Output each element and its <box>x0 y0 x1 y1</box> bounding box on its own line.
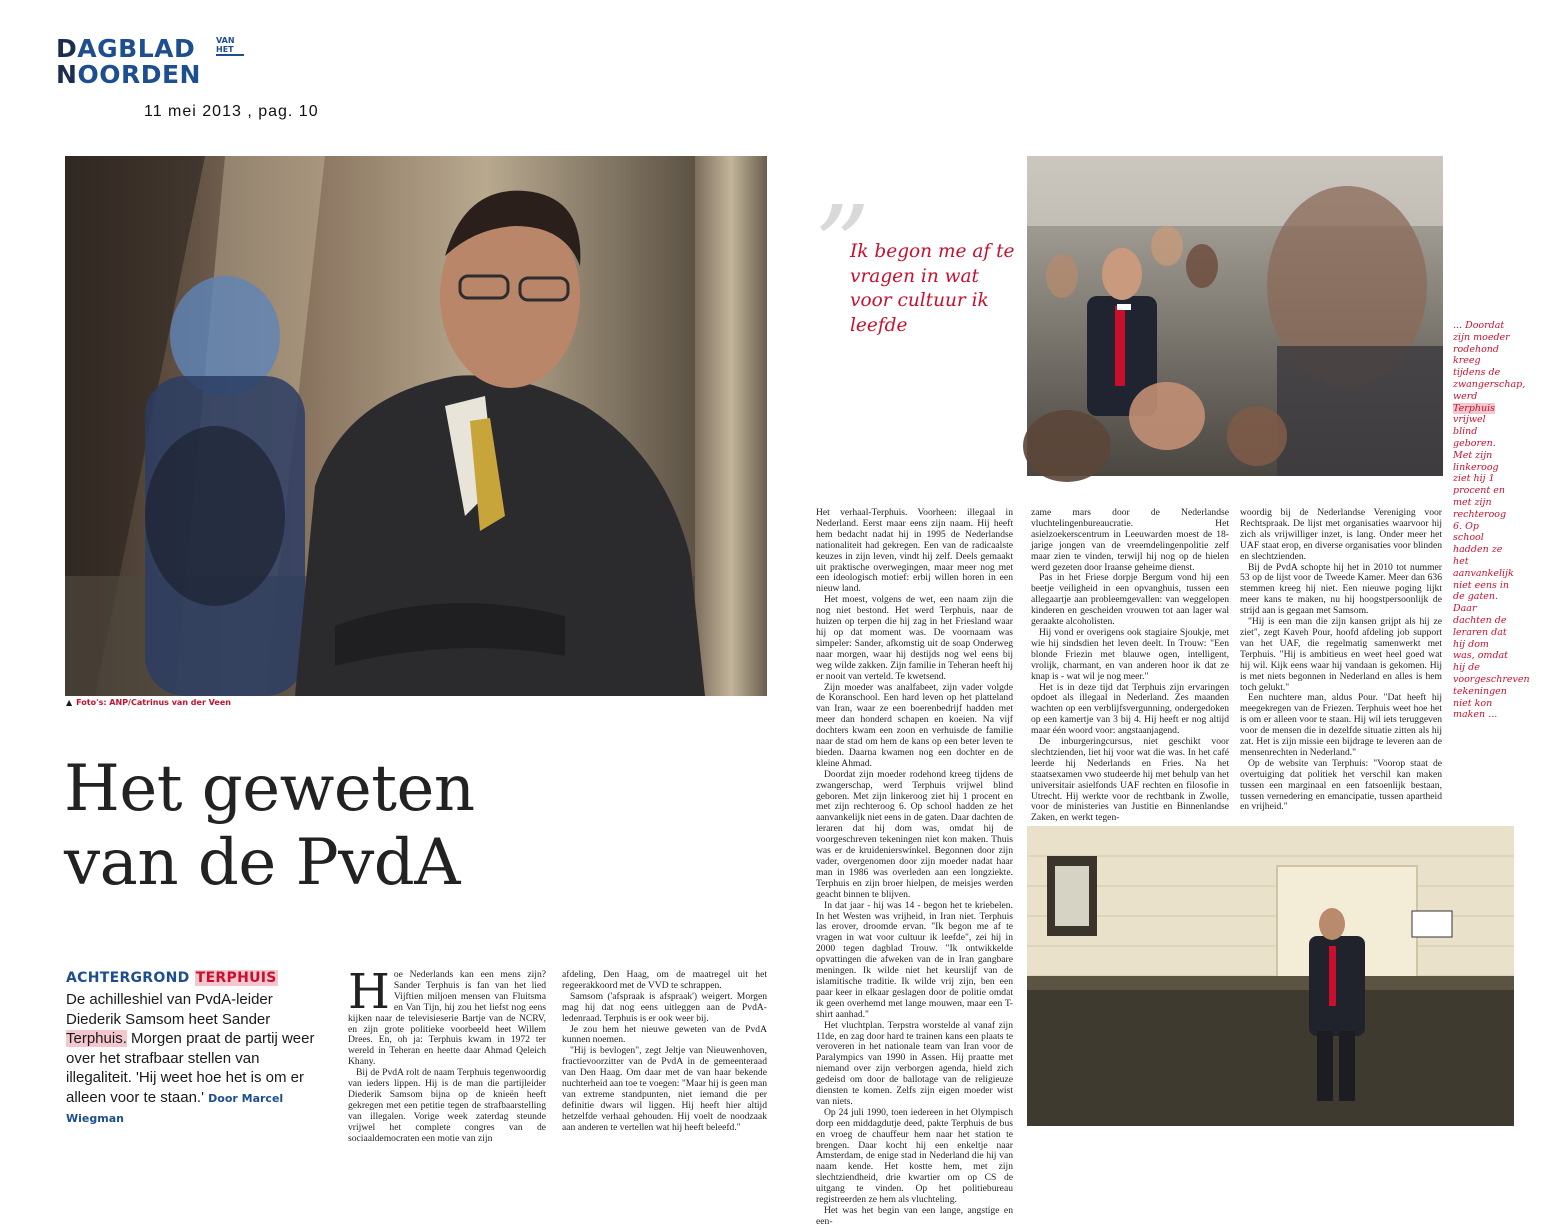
paragraph: Het was het begin van een lange, angstige en een- <box>816 1205 1013 1227</box>
paragraph: oe Nederlands kan een mens zijn? Sander Terphuis is fan van het lied Vijftien miljoen mensen van Fluitsma en Van Tijn, hij zou het liefst nog eens kijken naar de televisieserie Bartje van de NCRV, en zijn grote politieke voorbeeld heet Willem Drees. En, oh ja: Terphuis kwam in 1972 ter wereld in Teheran en heette daar Ahmad Qeleich Khany. <box>348 969 546 1068</box>
paragraph: afdeling, Den Haag, om de maatregel uit het regeerakkoord met de VVD te schrappen. <box>562 969 767 991</box>
article-column-1 <box>348 964 546 1144</box>
paragraph: zame mars door de Nederlandse vluchtelingenbureaucratie. Het asielzoekerscentrum in Leeuwarden moest de 18-jarige jongen van de vreemdelingenpolitie zelf maar zien te vinden, terwijl hij nog op de hielen werd gezeten door Iraanse geheime dienst. <box>1031 507 1229 573</box>
paragraph: Het vluchtplan. Terpstra worstelde al vanaf zijn 11de, en zag door hard te trainen kans een plaats te veroveren in het nationale team van Iran voor de Paralympics van 1990 in Assen. Hij praatte met niemand over zijn verborgen agenda, hield zich gedeisd om door de ballotage van de religieuze diensten te komen. Zelfs zijn eigen moeder wist van niets. <box>816 1019 1013 1107</box>
paragraph: Samsom ('afspraak is afspraak') weigert. Morgen mag hij dat nog eens uitleggen aan de PvdA-ledenraad. Terphuis is er ook weer bij. <box>562 990 767 1024</box>
masthead-line-2: NOORDEN <box>56 60 201 89</box>
paragraph: De inburgeringcursus, niet geschikt voor slechtzienden, liet hij voor wat die was. In het café leerde hij Nederlands en Fries. Na het staatsexamen vwo studeerde hij met behulp van het universitair asielfonds UAF rechten en filosofie in Utrecht. Hij werkte voor de rechtbank in Zwolle, voor de ministeries van Justitie en Binnenlandse Zaken, en werkt tegen- <box>1031 736 1229 824</box>
masthead-van-het: VAN HET <box>216 36 244 56</box>
paragraph: Hij vond er overigens ook stagiaire Sjoukje, met wie hij sindsdien het leven deelt. In Trouw: "Een blonde Friezin met blauwe ogen, intelligent, vrolijk, charmant, en van anderen hoor ik dat ze knap is - wat wil je nog meer." <box>1031 626 1229 682</box>
paragraph: Pas in het Friese dorpje Bergum vond hij een beetje veiligheid in een opvanghuis, tussen een allegaartje aan probleemgevallen: van weggelopen kinderen en gescheiden vrouwen tot aan lager wal geraakte alcoholisten. <box>1031 572 1229 628</box>
intro-text: De achilleshiel van PvdA-leider Diederik Samsom heet Sander Terphuis. Morgen praat de partij weer over het strafbaar stellen van illegaliteit. 'Hij weet hoe het is om er alleen voor te staan.' Door Marcel Wiegman <box>66 991 315 1125</box>
headline: Het geweten van de PvdA <box>64 752 475 900</box>
paragraph: "Hij is een man die zijn kansen grijpt als hij ze ziet", zegt Kaveh Pour, hoofd afdeling job support van het UAF, die regelmatig samenwerkt met Terphuis. "Hij is ambitieus en weet heel goed wat hij wil. Kijk eens waar hij vandaan is gekomen. Hij is met niets begonnen in Nederland en alles is hem toch gelukt." <box>1240 616 1442 693</box>
portrait-photo-image <box>65 156 767 696</box>
portrait-photo <box>65 156 767 696</box>
corridor-photo <box>1027 826 1514 1126</box>
photo-credit: ▲ Foto's: ANP/Catrinus van der Veen <box>66 698 231 707</box>
paragraph: Het moest, volgens de wet, een naam zijn die nog niet bestond. Het werd Terphuis, naar de huizen op terpen die hij zag in het Friesland waar hij op dat moment was. De voornaam was simpeler: Sander, afkomstig uit de soap Onderweg naar morgen, waar hij destijds nog wel eens bij weg wilde zakken. Zijn familie in Teheran heeft hij er nooit van verteld. Te kwetsend. <box>816 594 1013 682</box>
paragraph: Op 24 juli 1990, toen iedereen in het Olympisch dorp een middagdutje deed, pakte Terphuis de bus en vroeg de chauffeur hem naar het station te brengen. Daar kocht hij een enkeltje naar Amsterdam, de enige stad in Nederland die hij van naam kende. Het kostte hem, met zijn slechtziendheid, drie kwartier om op CS de uitgang te vinden. Op het politiebureau registreerden ze hem als vluchteling. <box>816 1106 1013 1206</box>
paragraph: Zijn moeder was analfabeet, zijn vader volgde de Koranschool. Een hard leven op het platteland van Iran, waar ze een boerenbedrijf hadden met meer dan honderd schapen en koeien. Na vijf dochters kwam een zoon en verhuisde de familie naar de stad om hem de kans op een beter leven te bieden. Daarna kwamen nog een dochter en de kleine Ahmad. <box>816 681 1013 769</box>
meeting-photo-image <box>1027 156 1443 476</box>
paragraph: In dat jaar - hij was 14 - begon het te kriebelen. In het Westen was vrijheid, in Iran niet. Terphuis las erover, droomde ervan. "Ik begon me af te vragen in wat voor cultuur ik leefde", zei hij in 2000 tegen dagblad Trouw. "Ik ontwikkelde opvattingen die afweken van de in Iran gangbare meningen. Ik wilde niet het keurslijf van de islamitische traditie. Ik wilde vrij zijn, ben een paar keer in elkaar geslagen door de politie omdat ik geen overhemd met lange mouwen, maar een T-shirt aanhad." <box>816 899 1013 1020</box>
paragraph: Het is in deze tijd dat Terphuis zijn ervaringen opdoet als illegaal in Nederland. Zes maanden wachten op een verblijfsvergunning, ondergedoken op een kamertje van 3 bij 4. Hij heeft er nog altijd maar één woord voor: angstaanjagend. <box>1031 681 1229 737</box>
paragraph: Doordat zijn moeder rodehond kreeg tijdens de zwangerschap, werd Terphuis vrijwel blind geboren. Met zijn linkeroog ziet hij 1 procent en met zijn rechteroog 6. Op school hadden ze het aanvankelijk niet eens in de gaten. Daar dachten de leraren dat hij dom was, omdat hij de voorgeschreven tekeningen niet kon maken. Thuis was er de kruidenierswínkel. Begonnen door zijn vader, overgenomen door zijn moeder nadat haar man in 1986 was overleden aan een longziekte. Terphuis en zijn broer hielpen, de meisjes werden geacht binnen te blijven. <box>816 768 1013 900</box>
dropcap: H <box>348 964 390 1020</box>
paragraph: Bij de PvdA schopte hij het in 2010 tot nummer 53 op de lijst voor de Tweede Kamer. Meer dan 636 stemmen kreeg hij niet. Een nieuwe poging lijkt meer kans te maken, nu hij hoogstpersoonlijk de strijd aan is gegaan met Samsom. <box>1240 561 1442 617</box>
photo-caption: ... Doordat zijn moeder rodehond kreeg tijdens de zwangerschap, werd Terphuis vrijwel blind geboren. Met zijn linkeroog ziet hij 1 procent en met zijn rechteroog 6. Op school hadden ze het aanvankelijk niet eens in de gaten. Daar dachten de leraren dat hij dom was, omdat hij de voorgeschreven tekeningen niet kon maken ... <box>1453 320 1530 721</box>
article-column-3 <box>816 507 1013 1227</box>
article-column-4 <box>1031 507 1229 824</box>
paragraph: Een nuchtere man, aldus Pour. "Dat heeft hij meegekregen van de Friezen. Terphuis weet hoe het is om er alleen voor te staan. Hij wil iets teruggeven voor de mensen die in dezelfde situatie zitten als hij zat. Het is zijn missie een bijdrage te leveren aan de mensenrechten in Nederland." <box>1240 692 1442 758</box>
triangle-icon: ▲ <box>66 698 73 707</box>
paragraph: Bij de PvdA rolt de naam Terphuis tegenwoordig van ieders lippen. Hij is de man die partijleider Diederik Samsom bijna op de knieën heeft gekregen met een petitie tegen de strafbaarstelling van illegalen. Vorige week zaterdag steunde vrijwel het complete congres van de sociaaldemocraten een motie van zijn <box>348 1067 546 1144</box>
byline: Door Marcel Wiegman <box>66 1091 284 1125</box>
paragraph: "Hij is bevlogen", zegt Jeltje van Nieuwenhoven, fractievoorzitter van de PvdA in de gemeenteraad van Den Haag. Om daar met de van haar bekende nuchterheid aan toe te voegen: "Maar hij is geen man van extreme standpunten, niet iemand die per definitie dwars wil liggen. Hij heeft hier altijd hetzelfde verhaal gehouden. Hij voelt de noodzaak aan anderen te vertellen wat hij heeft beleefd." <box>562 1045 767 1133</box>
meeting-photo <box>1027 156 1443 476</box>
masthead-line-1: DAGBLAD <box>56 34 196 63</box>
pull-quote: Ik begon me af te vragen in wat voor cultuur ik leefde <box>850 241 1015 336</box>
issue-date: 11 mei 2013 , pag. 10 <box>144 103 319 120</box>
paragraph: Je zou hem het nieuwe geweten van de PvdA kunnen noemen. <box>562 1023 767 1046</box>
paragraph: Op de website van Terphuis: "Voorop staat de overtuiging dat politiek het verschil kan maken tussen een marginaal en een fatsoenlijk bestaan, tussen vernedering en emancipatie, tussen apartheid en vrijheid." <box>1240 757 1442 813</box>
paragraph: woordig bij de Nederlandse Vereniging voor Rechtspraak. De lijst met organisaties waarvoor hij zich als vrijwilliger inzet, is lang. Onder meer het UAF staat erop, en diverse organisaties voor blinden en slechtzienden. <box>1240 507 1442 562</box>
quote-mark-icon: ” <box>814 182 871 310</box>
corridor-photo-image <box>1027 826 1514 1126</box>
paragraph: Het verhaal-Terphuis. Voorheen: illegaal in Nederland. Eerst maar eens zijn naam. Hij heeft hem bedacht nadat hij in 1995 de Nederlandse nationaliteit had gekregen. Een van de radicaalste keuzes in zijn leven, vindt hij zelf. Deels gemaakt uit praktische overwegingen, maar meer nog met een ideologisch motief: erbij willen horen in een nieuw land. <box>816 507 1013 595</box>
article-column-5 <box>1240 507 1442 813</box>
masthead-logo <box>56 36 256 88</box>
article-column-2 <box>562 969 767 1133</box>
kicker: ACHTERGROND TERPHUIS <box>66 970 277 986</box>
